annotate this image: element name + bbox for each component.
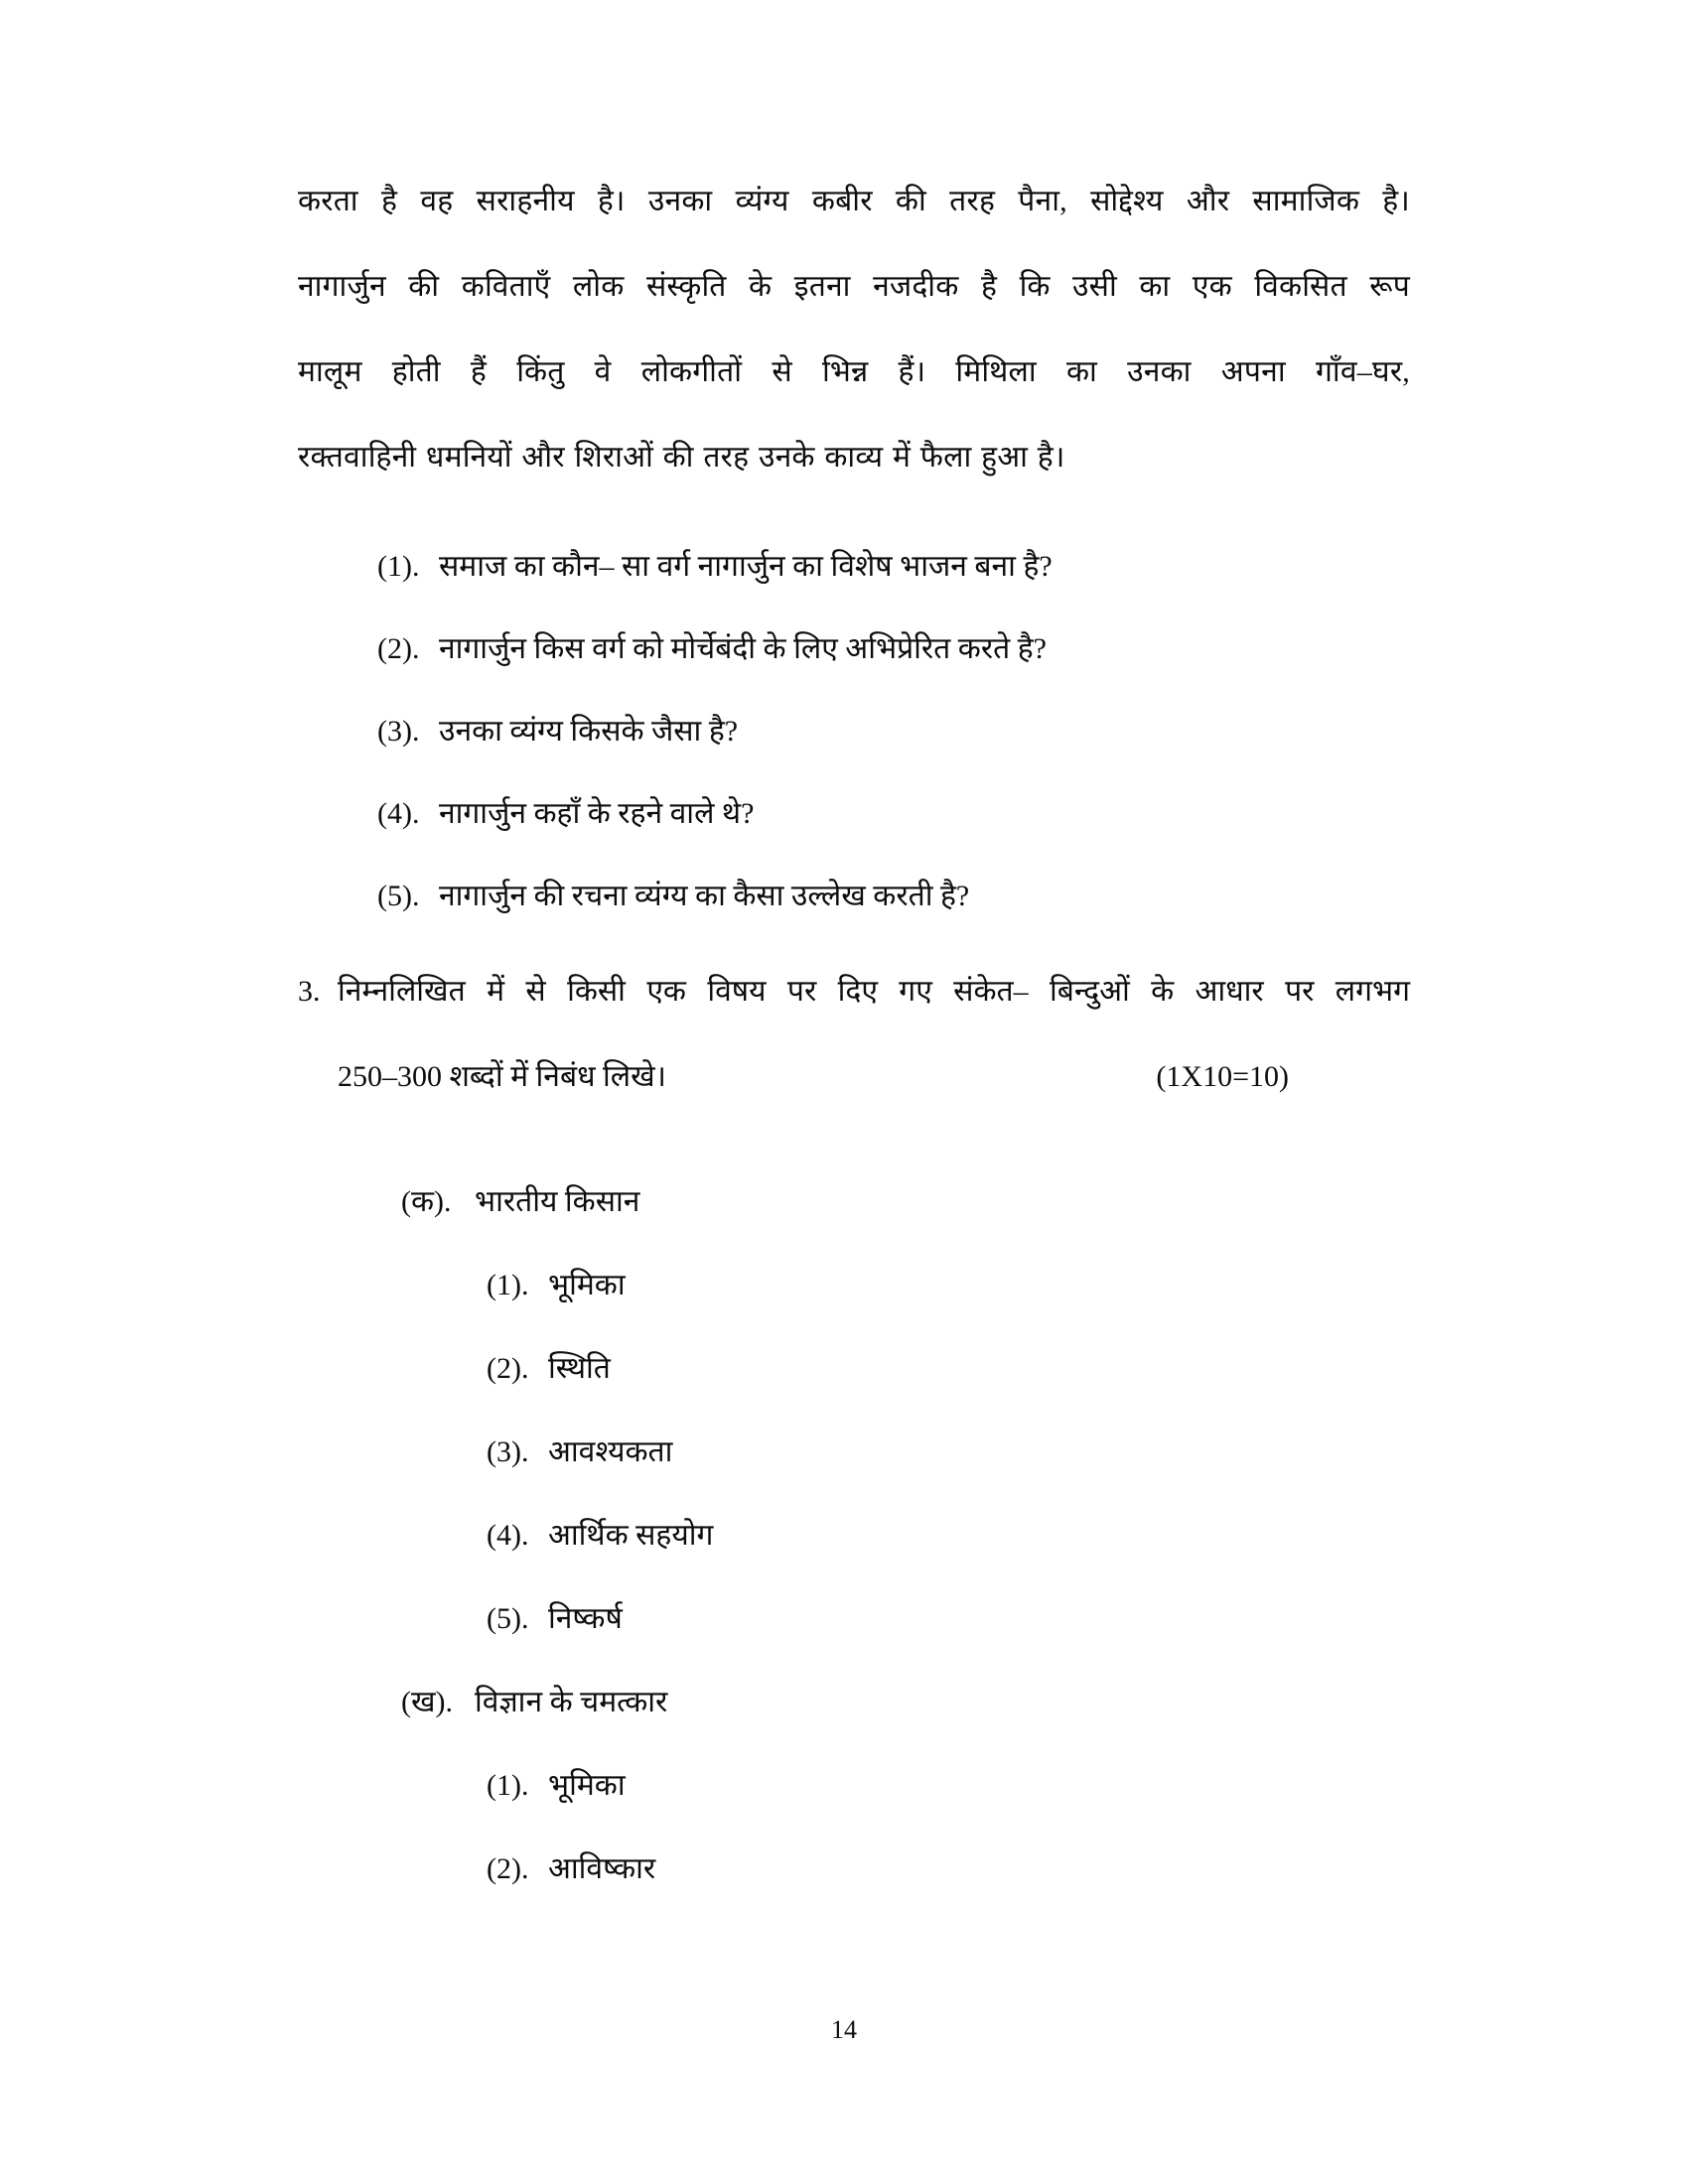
passage-question-text: नागार्जुन कहाँ के रहने वाले थे? bbox=[439, 797, 755, 830]
question-3-line-2-text: 250–300 शब्दों में निबंध लिखे। bbox=[338, 1060, 667, 1093]
essay-point-number: (2). bbox=[487, 1352, 529, 1385]
essay-topic-point bbox=[298, 1338, 1410, 1400]
passage-question-number: (5). bbox=[377, 880, 420, 912]
passage-question-text: नागार्जुन किस वर्ग को मोर्चेबंदी के लिए अभिप्रेरित करते है? bbox=[439, 632, 1047, 665]
essay-point-number: (3). bbox=[487, 1435, 529, 1468]
essay-topic-point bbox=[298, 1755, 1410, 1817]
passage-question-item bbox=[377, 701, 1410, 762]
passage-line: रक्तवाहिनी धमनियों और शिराओं की तरह उनके काव्य में फैला हुआ है। bbox=[298, 441, 1065, 474]
question-3-body bbox=[338, 949, 1410, 1120]
page-content bbox=[298, 159, 1410, 1922]
question-3-line-1: निम्नलिखित में से किसी एक विषय पर दिए गए संकेत– बिन्दुओं के आधार पर लगभग bbox=[338, 975, 1410, 1008]
passage-question-text: उनका व्यंग्य किसके जैसा है? bbox=[439, 715, 739, 748]
question-3 bbox=[298, 949, 1410, 1120]
passage-line: मालूम होती हैं किंतु वे लोकगीतों से भिन्न हैं। मिथिला का उनका अपना गाँव–घर, bbox=[298, 355, 1410, 388]
passage-question-item bbox=[377, 783, 1410, 845]
passage-question-text: नागार्जुन की रचना व्यंग्य का कैसा उल्लेख करती है? bbox=[439, 880, 970, 912]
question-3-number: 3. bbox=[298, 975, 321, 1008]
essay-topic-title: भारतीय किसान bbox=[475, 1185, 640, 1218]
essay-point-text: भूमिका bbox=[548, 1769, 626, 1802]
essay-topic-list bbox=[298, 1171, 1410, 1900]
passage-question-number: (4). bbox=[377, 797, 420, 830]
essay-point-text: भूमिका bbox=[548, 1269, 626, 1301]
passage-question-text: समाज का कौन– सा वर्ग नागार्जुन का विशेष भाजन बना है? bbox=[439, 550, 1053, 583]
essay-point-number: (2). bbox=[487, 1852, 529, 1885]
essay-topic-point bbox=[298, 1505, 1410, 1567]
essay-point-text: आवश्यकता bbox=[548, 1435, 673, 1468]
reading-passage bbox=[298, 159, 1410, 500]
question-3-line-2 bbox=[338, 1034, 1410, 1120]
passage-question-item bbox=[377, 866, 1410, 927]
essay-topic-point bbox=[298, 1839, 1410, 1900]
passage-line: करता है वह सराहनीय है। उनका व्यंग्य कबीर की तरह पैना, सोद्देश्य और सामाजिक है। bbox=[298, 185, 1410, 217]
essay-point-text: निष्कर्ष bbox=[548, 1602, 623, 1635]
essay-topic bbox=[298, 1171, 1410, 1650]
passage-line: नागार्जुन की कविताएँ लोक संस्कृति के इतना नजदीक है कि उसी का एक विकसित रूप bbox=[298, 270, 1410, 303]
essay-point-text: स्थिति bbox=[548, 1352, 611, 1385]
essay-topic-point bbox=[298, 1422, 1410, 1483]
passage-question-number: (1). bbox=[377, 550, 420, 583]
essay-topic-point bbox=[298, 1255, 1410, 1316]
essay-point-number: (1). bbox=[487, 1269, 529, 1301]
page-number: 14 bbox=[831, 2015, 857, 2044]
passage-question-number: (3). bbox=[377, 715, 420, 748]
essay-topic-heading bbox=[298, 1672, 1410, 1733]
essay-point-number: (5). bbox=[487, 1602, 529, 1635]
passage-question-list bbox=[298, 536, 1410, 927]
essay-topic-heading bbox=[298, 1171, 1410, 1233]
essay-point-number: (4). bbox=[487, 1519, 529, 1552]
essay-point-text: आविष्कार bbox=[548, 1852, 656, 1885]
question-3-marks: (1X10=10) bbox=[1156, 1060, 1289, 1093]
passage-question-item bbox=[377, 618, 1410, 680]
passage-question-item bbox=[377, 536, 1410, 598]
essay-topic-label: (ख). bbox=[401, 1686, 454, 1718]
essay-topic-title: विज्ञान के चमत्कार bbox=[475, 1686, 668, 1718]
essay-point-number: (1). bbox=[487, 1769, 529, 1802]
essay-topic-label: (क). bbox=[401, 1185, 452, 1218]
essay-topic bbox=[298, 1672, 1410, 1900]
passage-question-number: (2). bbox=[377, 632, 420, 665]
essay-topic-point bbox=[298, 1588, 1410, 1650]
essay-point-text: आर्थिक सहयोग bbox=[548, 1519, 714, 1552]
